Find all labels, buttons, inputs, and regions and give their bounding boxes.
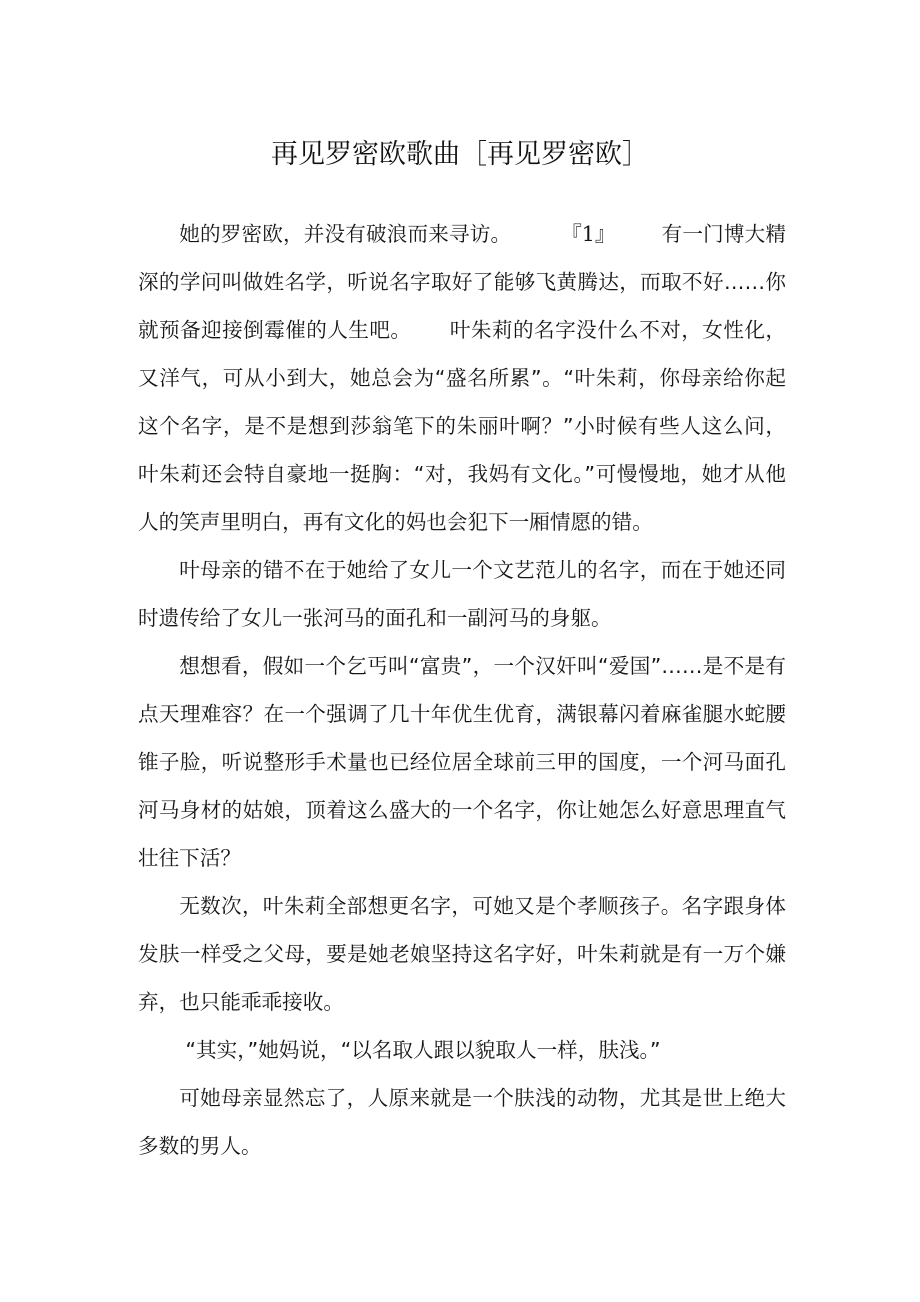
section-marker: 『1』 bbox=[561, 222, 616, 246]
paragraph-3: 想想看，假如一个乞丐叫“富贵”，一个汉奸叫“爱国”……是不是有点天理难容？在一个强调了几十年优生优育，满银幕闪着麻雀腿水蛇腰锥子脸，听说整形手术量也已经位居全球前三甲的国度，一个河马面孔河马身材的姑娘，顶着这么盛大的一个名字，你让她怎么好意思理直气壮往下活？ bbox=[138, 654, 786, 870]
paragraph-1 bbox=[138, 210, 786, 546]
paragraph-tail: 叶朱莉的名字没什么不对，女性化，又洋气，可从小到大，她总会为“盛名所累”。“叶朱莉，你母亲给你起这个名字，是不是想到莎翁笔下的朱丽叶啊？”小时候有些人这么问，叶朱莉还会特自豪地一挺胸：“对，我妈有文化。”可慢慢地，她才从他人的笑声里明白，再有文化的妈也会犯下一厢情愿的错。 bbox=[138, 318, 787, 534]
paragraph-4: 无数次，叶朱莉全部想更名字，可她又是个孝顺孩子。名字跟身体发肤一样受之父母，要是她老娘坚持这名字好，叶朱莉就是有一万个嫌弃，也只能乖乖接收。 bbox=[138, 894, 786, 1014]
paragraph-6: 可她母亲显然忘了，人原来就是一个肤浅的动物，尤其是世上绝大多数的男人。 bbox=[138, 1086, 786, 1158]
article-body bbox=[138, 210, 786, 1170]
paragraph-lead: 她的罗密欧，并没有破浪而来寻访。 bbox=[179, 222, 512, 246]
paragraph-body: 有一门博大精深的学问叫做姓名学，听说名字取好了能够飞黄腾达，而取不好……你就预备迎接倒霉催的人生吧。 bbox=[138, 222, 787, 342]
paragraph-5: “其实，”她妈说，“以名取人跟以貌取人一样，肤浅。” bbox=[185, 1038, 661, 1062]
paragraph-2: 叶母亲的错不在于她给了女儿一个文艺范儿的名字，而在于她还同时遗传给了女儿一张河马的面孔和一副河马的身躯。 bbox=[138, 558, 786, 630]
page-title: 再见罗密欧歌曲［再见罗密欧］ bbox=[271, 139, 649, 171]
